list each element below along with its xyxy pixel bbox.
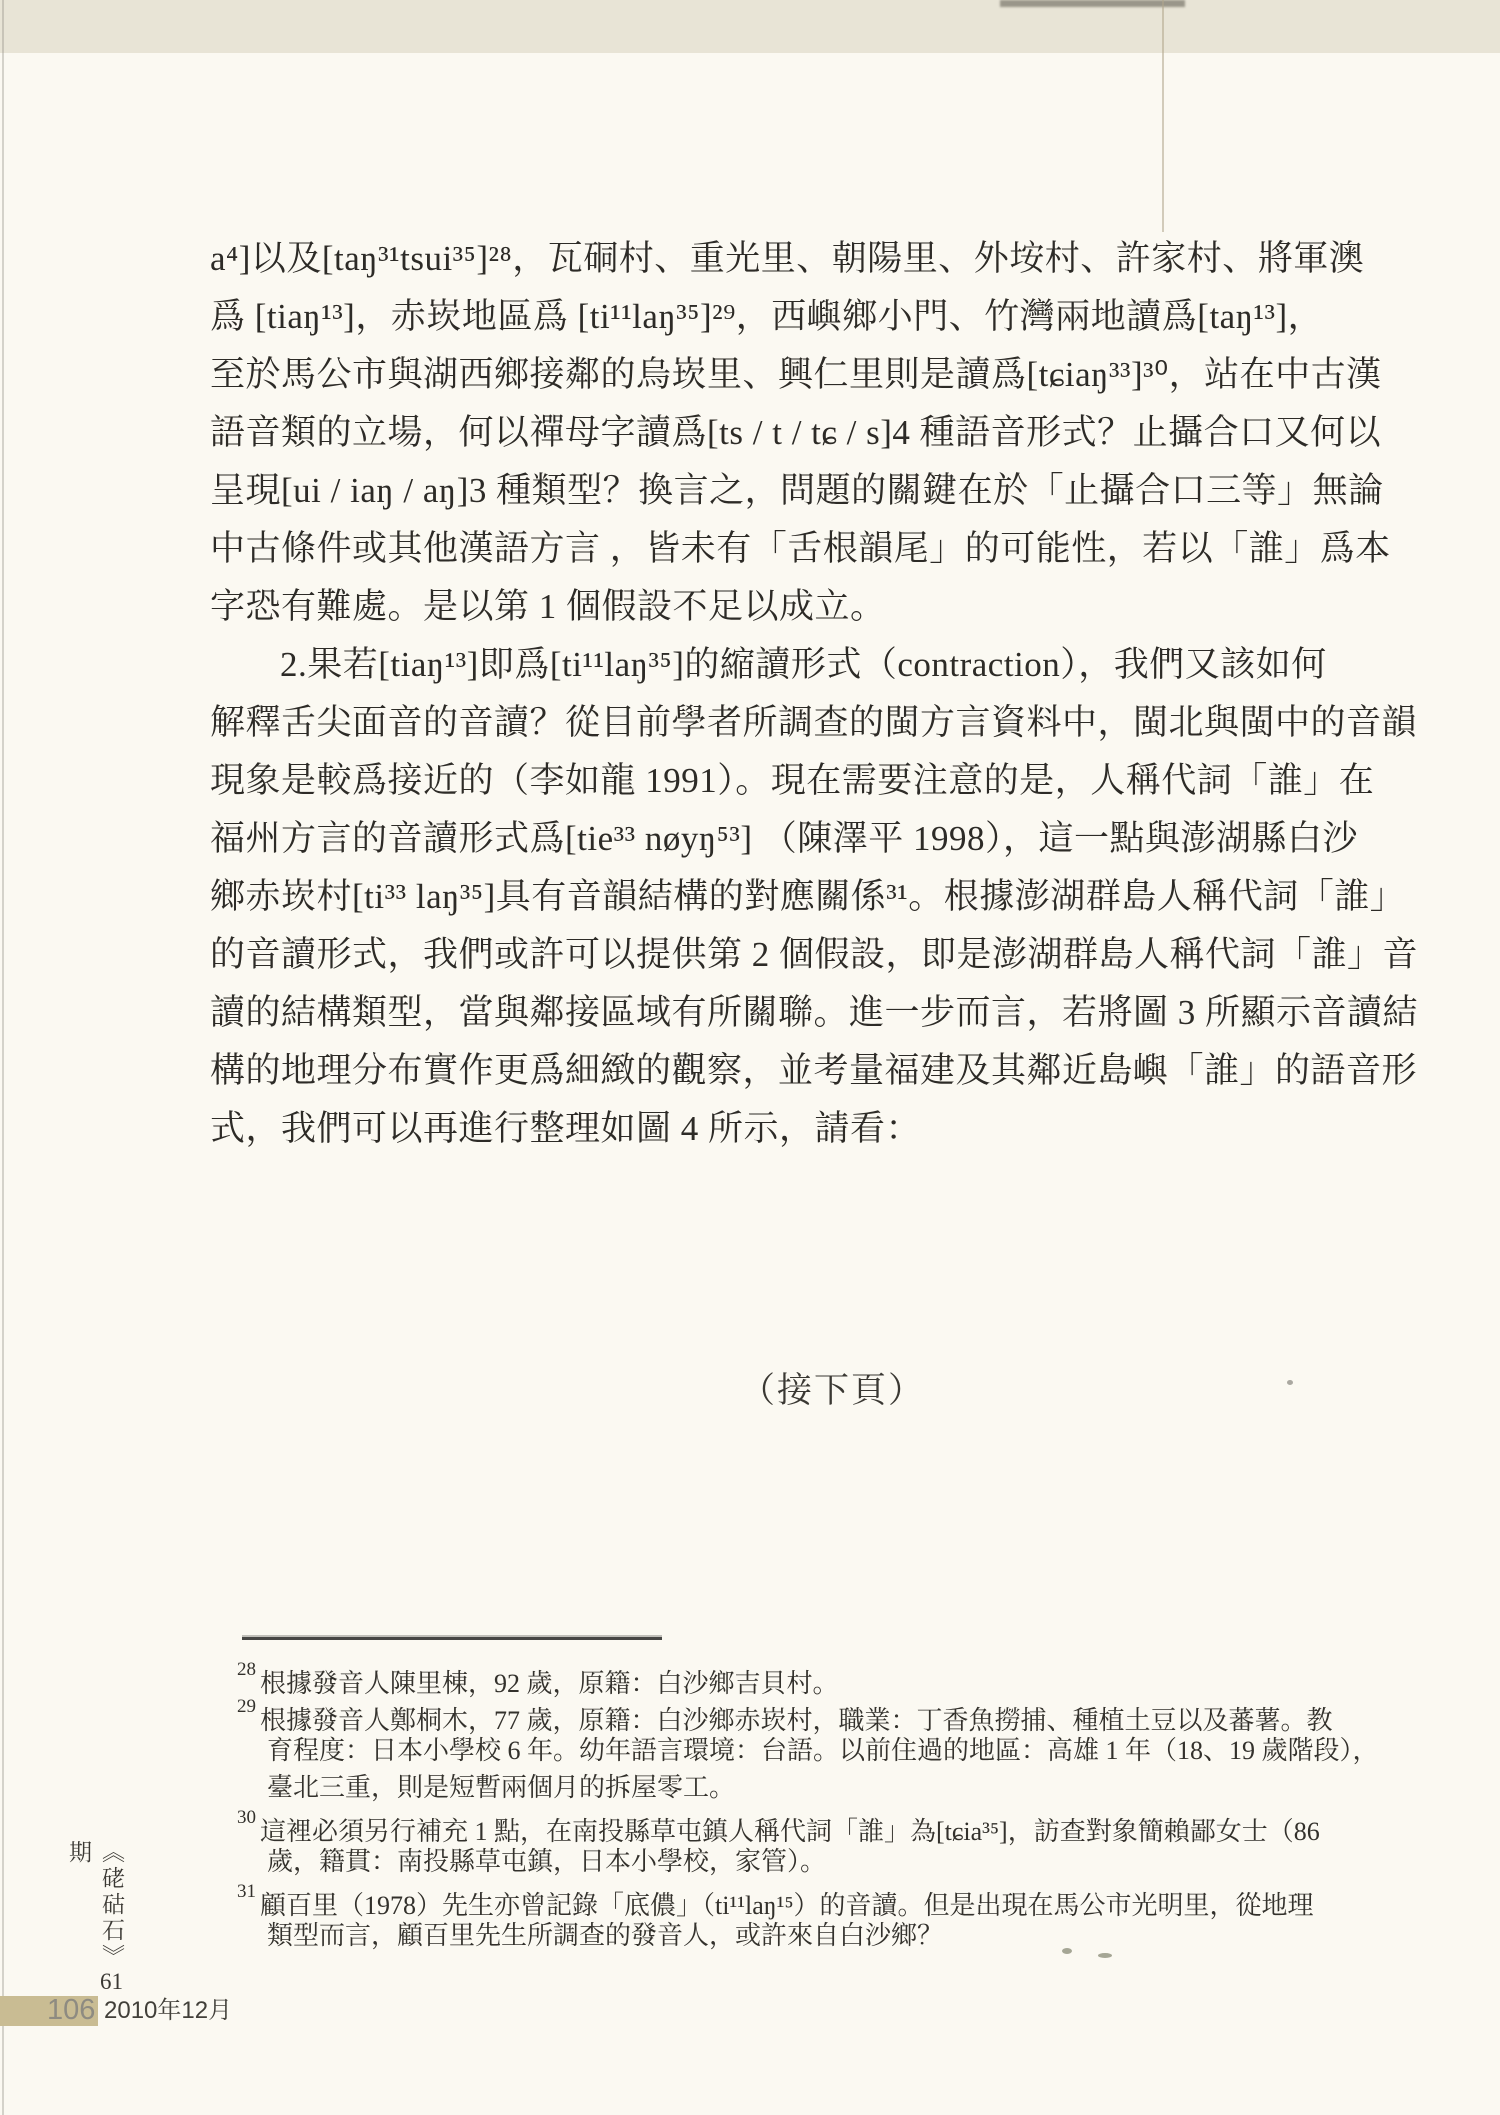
body-text-line: 字恐有難處。是以第 1 個假設不足以成立。 [210, 587, 886, 626]
footnote-text-line: 類型而言，顧百里先生所調查的發音人，或許來自白沙鄉？ [267, 1921, 944, 1950]
footnote-text-line: 歲，籍貫：南投縣草屯鎮，日本小學校，家管）。 [267, 1847, 827, 1876]
footnote-number: 28 [237, 1659, 256, 1680]
body-text-line: 構的地理分布實作更爲細緻的觀察，並考量福建及其鄰近島嶼「誰」的語音形 [210, 1051, 1418, 1090]
scan-left-edge-line [2, 0, 4, 2115]
body-text-line: 現象是較爲接近的（李如龍 1991）。現在需要注意的是，人稱代詞「誰」在 [210, 761, 1375, 800]
ink-speck [1287, 1380, 1293, 1385]
body-text-line: 中古條件或其他漢語方言 ，皆未有「舌根韻尾」的可能性，若以「誰」爲本 [210, 529, 1391, 568]
footnote-number: 29 [237, 1696, 256, 1717]
body-text-line: 2.果若[tiaŋ¹³]即爲[ti¹¹laŋ³⁵]的縮讀形式（contraction），我們又該如何 [280, 645, 1327, 684]
journal-title-vertical [62, 1840, 128, 2010]
body-text-line: 語音類的立場，何以禪母字讀爲[ts / t / tɕ / s]4 種語音形式？止攝合口又何以 [210, 413, 1382, 452]
footnotes-block [237, 1658, 1477, 1954]
footnote-text-line: 這裡必須另行補充 1 點，在南投縣草屯鎮人稱代詞「誰」為[tɕia³⁵]，訪查對象簡賴鄙女士（86 [260, 1816, 1320, 1846]
body-text-line: 的音讀形式，我們或許可以提供第 2 個假設，即是澎湖群島人稱代詞「誰」音 [210, 935, 1419, 974]
issue-number: 61 [100, 1970, 123, 1993]
body-text-line: 鄉赤崁村[ti³³ laŋ³⁵]具有音韻結構的對應關係³¹。根據澎湖群島人稱代詞「誰」 [210, 877, 1406, 916]
body-text-line: 式，我們可以再進行整理如圖 4 所示，請看： [210, 1109, 922, 1148]
body-text-line: 至於馬公市與湖西鄉接鄰的烏崁里、興仁里則是讀爲[tɕiaŋ³³]³⁰，站在中古漢 [210, 355, 1382, 394]
body-text-line: 讀的結構類型，當與鄰接區域有所關聯。進一步而言，若將圖 3 所顯示音讀結 [210, 993, 1419, 1032]
footnote-text-line: 臺北三重，則是短暫兩個月的拆屋零工。 [267, 1773, 736, 1802]
page-number: 106 [47, 1994, 96, 2026]
footnote-29 [237, 1695, 1477, 1806]
scan-smudge-artifact [1000, 0, 1185, 7]
journal-title: 《硓𥑮石》 [99, 1840, 124, 1970]
scan-vertical-line-artifact [1162, 0, 1164, 232]
issue-date: 2010年12月 [104, 1997, 233, 2024]
body-text-block [210, 230, 1472, 1158]
footnote-number: 31 [237, 1881, 256, 1902]
body-text-line: 呈現[ui / iaŋ / aŋ]3 種類型？換言之，問題的關鍵在於「止攝合口三等」無論 [210, 471, 1384, 510]
body-text-line: 爲 [tiaŋ¹³]，赤崁地區爲 [ti¹¹laŋ³⁵]²⁹，西嶼鄉小門、竹灣兩地讀爲[taŋ¹³]， [210, 297, 1324, 336]
body-text-line: a⁴]以及[taŋ³¹tsui³⁵]²⁸，瓦硐村、重光里、朝陽里、外垵村、許家村、將軍澳 [210, 239, 1365, 278]
footnote-number: 30 [237, 1807, 256, 1828]
issue-unit: 期 [66, 1840, 91, 1866]
footnote-28 [237, 1658, 1477, 1698]
footnote-text-line: 根據發音人鄭桐木，77 歲，原籍：白沙鄉赤崁村，職業：丁香魚撈捕、種植土豆以及蕃薯。教 [260, 1705, 1333, 1735]
body-text-line: 福州方言的音讀形式爲[tie³³ nøyŋ⁵³] （陳澤平 1998），這一點與澎湖縣白沙 [210, 819, 1359, 858]
footnote-text-line: 顧百里（1978）先生亦曾記錄「底儂」（ti¹¹laŋ¹⁵）的音讀。但是出現在馬公市光明里，從地理 [260, 1890, 1314, 1920]
scan-top-edge-band [0, 0, 1500, 53]
footnote-separator-line [242, 1637, 662, 1640]
paragraph-1 [210, 230, 1472, 636]
footnote-text-line: 根據發音人陳里棟，92 歲，原籍：白沙鄉吉貝村。 [260, 1668, 839, 1698]
paragraph-2 [210, 636, 1472, 1158]
footnote-text-line: 育程度：日本小學校 6 年。幼年語言環境：台語。以前住過的地區：高雄 1 年（18、19 歲階段）， [267, 1736, 1379, 1765]
body-text-line: 解釋舌尖面音的音讀？從目前學者所調查的閩方言資料中，閩北與閩中的音韻 [210, 703, 1418, 742]
continuation-note: （接下頁） [740, 1371, 926, 1410]
footnote-31 [237, 1880, 1477, 1954]
footnote-30 [237, 1806, 1477, 1880]
